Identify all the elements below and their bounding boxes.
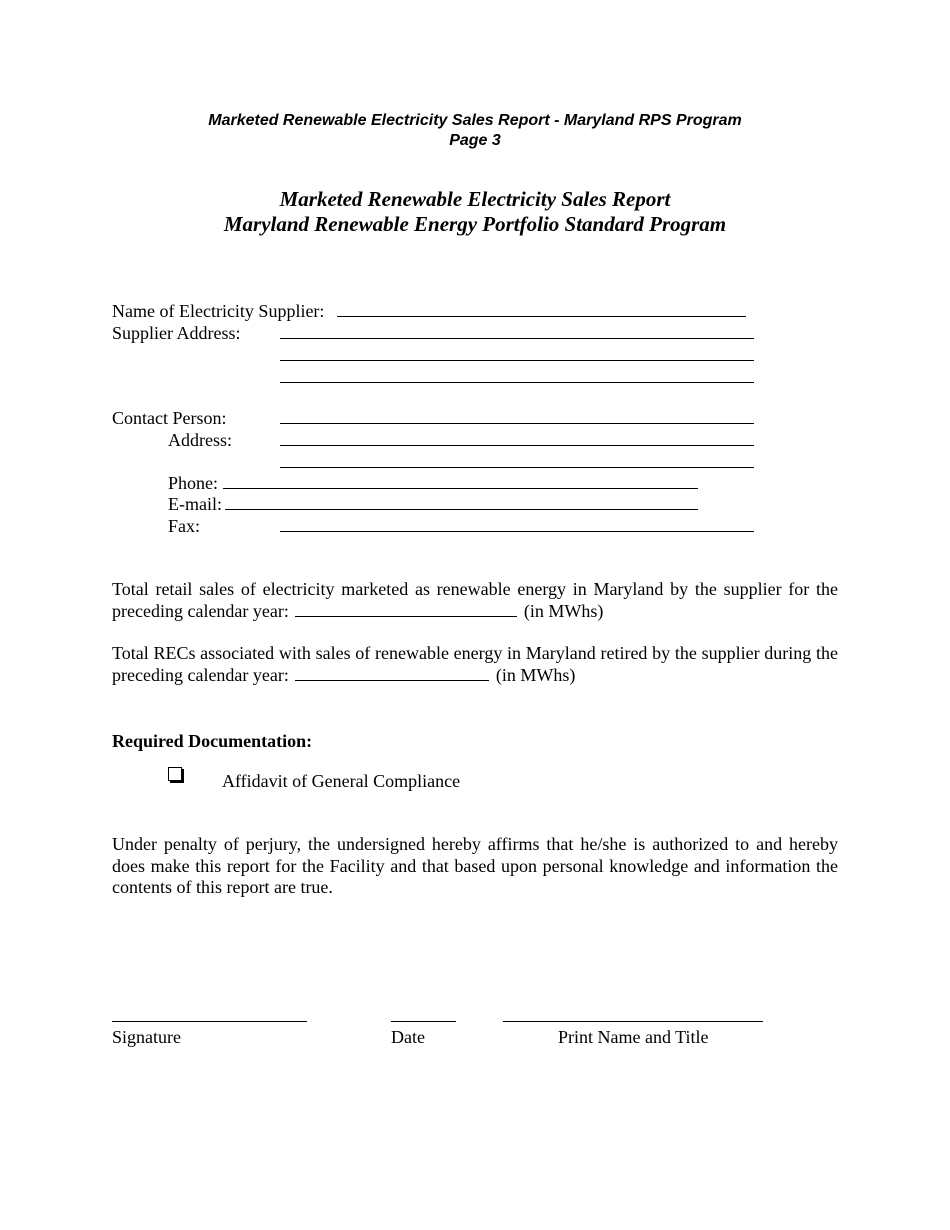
recs-units: (in MWhs) bbox=[495, 664, 576, 685]
print-name-field[interactable] bbox=[503, 1021, 763, 1022]
recs-text: Total RECs associated with sales of renewable energy in Maryland retired by the supplier during the preceding calendar year: bbox=[112, 643, 838, 685]
sales-paragraph bbox=[112, 579, 838, 622]
affidavit-label: Affidavit of General Compliance bbox=[222, 771, 461, 791]
phone-label: Phone: bbox=[168, 473, 219, 493]
email-field[interactable] bbox=[225, 509, 698, 510]
fax-field[interactable] bbox=[280, 531, 754, 532]
date-label: Date bbox=[391, 1027, 425, 1047]
print-name-label: Print Name and Title bbox=[558, 1027, 709, 1047]
date-field[interactable] bbox=[391, 1021, 456, 1022]
signature-label: Signature bbox=[112, 1027, 181, 1047]
recs-paragraph bbox=[112, 643, 838, 686]
supplier-address-field-2[interactable] bbox=[280, 360, 754, 361]
sales-units: (in MWhs) bbox=[523, 600, 604, 621]
page-header-title: Marketed Renewable Electricity Sales Report - Maryland RPS Program bbox=[208, 112, 742, 129]
contact-address-field-2[interactable] bbox=[280, 467, 754, 468]
document-subtitle: Maryland Renewable Energy Portfolio Standard Program bbox=[223, 212, 727, 236]
sales-mwh-field[interactable] bbox=[295, 602, 517, 617]
sales-text: Total retail sales of electricity marketed as renewable energy in Maryland by the supplier for the preceding calendar year: bbox=[112, 579, 838, 621]
page-number: Page 3 bbox=[449, 132, 501, 149]
recs-mwh-field[interactable] bbox=[295, 666, 489, 681]
contact-address-label: Address: bbox=[168, 430, 232, 450]
contact-person-field[interactable] bbox=[280, 423, 754, 424]
supplier-address-field-3[interactable] bbox=[280, 382, 754, 383]
signature-field[interactable] bbox=[112, 1021, 307, 1022]
affidavit-checkbox[interactable] bbox=[168, 767, 182, 781]
supplier-name-label: Name of Electricity Supplier: bbox=[112, 301, 325, 321]
contact-address-field-1[interactable] bbox=[280, 445, 754, 446]
supplier-address-label: Supplier Address: bbox=[112, 323, 241, 343]
supplier-name-field[interactable] bbox=[337, 316, 746, 317]
required-docs-heading: Required Documentation: bbox=[112, 731, 313, 751]
email-label: E-mail: bbox=[168, 494, 222, 514]
supplier-address-field-1[interactable] bbox=[280, 338, 754, 339]
contact-person-label: Contact Person: bbox=[112, 408, 227, 428]
fax-label: Fax: bbox=[168, 516, 201, 536]
phone-field[interactable] bbox=[223, 488, 698, 489]
document-title: Marketed Renewable Electricity Sales Report bbox=[279, 187, 671, 211]
affirmation-paragraph: Under penalty of perjury, the undersigned hereby affirms that he/she is authorized to and hereby does make this report for the Facility and that based upon personal knowledge and information the contents of this report are true. bbox=[112, 834, 838, 897]
